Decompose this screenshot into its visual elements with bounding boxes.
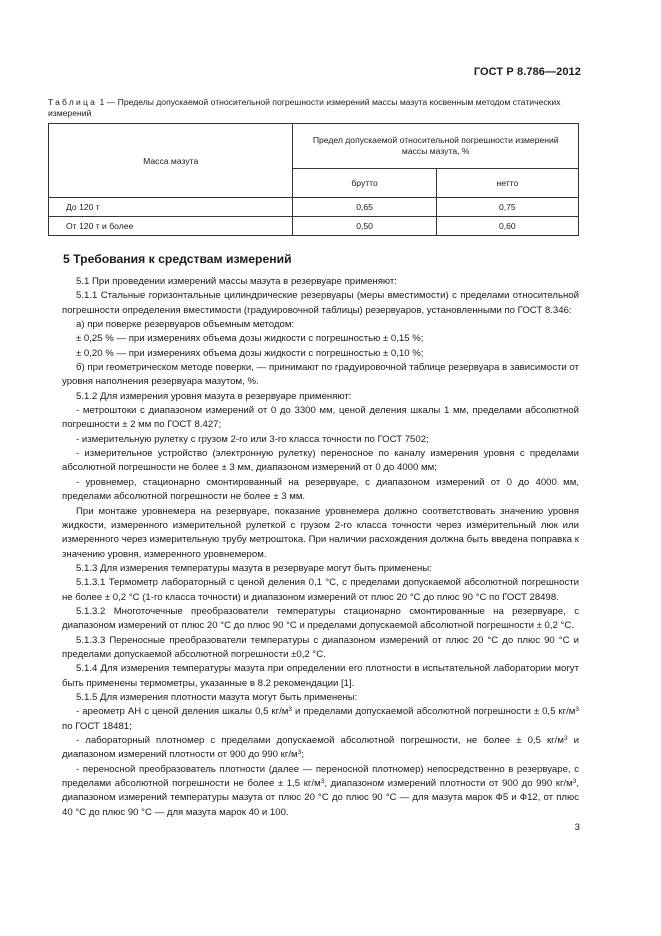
paragraph: 5.1.3 Для измерения температуры мазута в резервуаре могут быть применены:	[76, 562, 432, 574]
paragraph: 5.1.3.2 Многоточечные преобразователи температуры стационарно смонтированные на резервуаре, с диапазоном измерений от плюс 20 °С до плюс 90 °С и пределами допускаемой абсолютной погрешности ± 0,2 °С.	[62, 605, 579, 632]
cell-netto: 0,60	[436, 217, 578, 236]
header-netto: нетто	[436, 169, 578, 198]
table-caption-label: Таблица	[48, 97, 98, 107]
superscript: 3	[288, 706, 292, 714]
text-run: - переносной преобразователь плотности (далее — переносной плотномер) непосредственно в резервуаре, с пределами абсолютной погрешности не более ± 1,5 кг/м	[62, 763, 579, 790]
paragraph: а) при поверке резервуаров объемным методом:	[76, 319, 295, 331]
paragraph: 5.1 При проведении измерений массы мазута в резервуаре применяют:	[76, 276, 397, 287]
table-row	[49, 217, 579, 236]
paragraph: При монтаже уровнемера на резервуаре, показание уровнемера должно соответствовать значению уровня жидкости, измеренного измерительной рулеткой с грузом 2-го класса точности через измерительный люк или измеренного через измерительную трубу метроштока. При наличии расхождения должна быть введена поправка к значению уровня, измеренного уровнемером.	[62, 505, 579, 560]
cell-brutto: 0,65	[293, 198, 436, 217]
table-row	[49, 198, 579, 217]
paragraph: ± 0,25 % — при измерениях объема дозы жидкости с погрешностью ± 0,15 %;	[76, 333, 424, 345]
text-run: ;	[301, 749, 304, 761]
superscript: 3	[575, 706, 580, 714]
text-run: и диапазоном измерений плотности от 900 до 990 кг/м	[62, 735, 579, 761]
paragraph: 5.1.4 Для измерения температуры мазута при определении его плотности в испытательной лаборатории могут быть применены термометры, указанные в 8.2 рекомендации [1].	[62, 663, 579, 689]
paragraph: - измерительное устройство (электронную рулетку) переносное по каналу измерения уровня с пределами абсолютной погрешности не более ± 3 мм, диапазоном измерений от 0 до 4000 мм;	[62, 448, 579, 474]
section-title: 5 Требования к средствам измерений	[63, 252, 292, 266]
superscript: 3	[572, 778, 577, 786]
paragraph: 5.1.5 Для измерения плотности мазута могут быть применены:	[76, 691, 358, 703]
table-header-row	[49, 124, 579, 169]
text-run: , диапазоном измерений температуры мазута от плюс 20 °С до плюс 90 °С — для мазута марок Ф5 и Ф12, от плюс 40 °С до плюс 90 °С — для мазута марок 40 и 100.	[62, 778, 580, 818]
header-limit: Предел допускаемой относительной погрешности измерений массы мазута, %	[293, 124, 579, 169]
cell-netto: 0,75	[436, 198, 578, 217]
text-run: , диапазоном измерений плотности от 900 до 990 кг/м	[324, 778, 573, 790]
table-caption	[48, 97, 588, 119]
paragraph: б) при геометрическом методе поверки, — принимают по градуировочной таблице резервуара в зависимости от уровня наполнения резервуара мазутом, %.	[62, 362, 579, 388]
superscript: 3	[563, 735, 568, 742]
header-mass: Масса мазута	[49, 124, 293, 198]
page-number: 3	[574, 822, 580, 833]
text-run: - ареометр АН с ценой деления шкалы 0,5 кг/м	[76, 706, 289, 718]
text-run: и пределами допускаемой абсолютной погрешности ± 0,5 кг/м	[292, 706, 576, 718]
paragraph	[62, 763, 579, 820]
paragraph: 5.1.3.1 Термометр лабораторный с ценой деления 0,1 °С, с пределами допускаемой абсолютной погрешности не более ± 0,2 °С (1-го класса точности) и диапазоном измерений от плюс 20 °С до плюс 90 °С по ГОСТ 28498.	[62, 577, 579, 603]
cell-brutto: 0,50	[293, 217, 436, 236]
header-brutto: брутто	[293, 169, 436, 198]
table-caption-text: 1 — Пределы допускаемой относительной погрешности измерений массы мазута косвенным методом статических измерений	[48, 97, 561, 119]
paragraph: ± 0,20 % — при измерениях объема дозы жидкости с погрешностью ± 0,10 %;	[76, 347, 424, 359]
paragraph: - уровнемер, стационарно смонтированный на резервуаре, с диапазоном измерений от 0 до 4000 мм, пределами абсолютной погрешности не более ± 3 мм.	[62, 476, 579, 503]
text-run: по ГОСТ 18481;	[62, 720, 132, 732]
paragraph: - метроштоки с диапазоном измерений от 0 до 3300 мм, ценой деления шкалы 1 мм, пределами абсолютной погрешности ± 2 мм по ГОСТ 8.427;	[62, 405, 579, 431]
superscript: 3	[297, 749, 302, 757]
cell-mass: До 120 т	[49, 198, 293, 217]
paragraph: 5.1.3.3 Переносные преобразователи температуры с диапазоном измерений от плюс 20 °С до плюс 90 °С и пределами допускаемой абсолютной погрешности ±0,2 °С.	[62, 634, 579, 660]
body-text	[62, 275, 579, 820]
error-limits-table	[48, 123, 579, 236]
text-run: - лабораторный плотномер с пределами допускаемой абсолютной погрешности, не более ± 0,5 кг/м	[76, 735, 564, 746]
paragraph: 5.1.2 Для измерения уровня мазута в резервуаре применяют:	[76, 390, 352, 402]
cell-mass: От 120 т и более	[49, 217, 293, 236]
document-code: ГОСТ Р 8.786—2012	[473, 66, 581, 78]
paragraph	[62, 734, 579, 763]
paragraph: 5.1.1 Стальные горизонтальные цилиндрические резервуары (меры вместимости) с пределами относительной погрешности определения вместимости (градуировочной таблицы) резервуаров, установленными по ГОСТ 8.346:	[62, 290, 579, 316]
paragraph: - измерительную рулетку с грузом 2-го или 3-го класса точности по ГОСТ 7502;	[76, 433, 429, 445]
paragraph	[62, 705, 579, 734]
superscript: 3	[320, 778, 325, 786]
